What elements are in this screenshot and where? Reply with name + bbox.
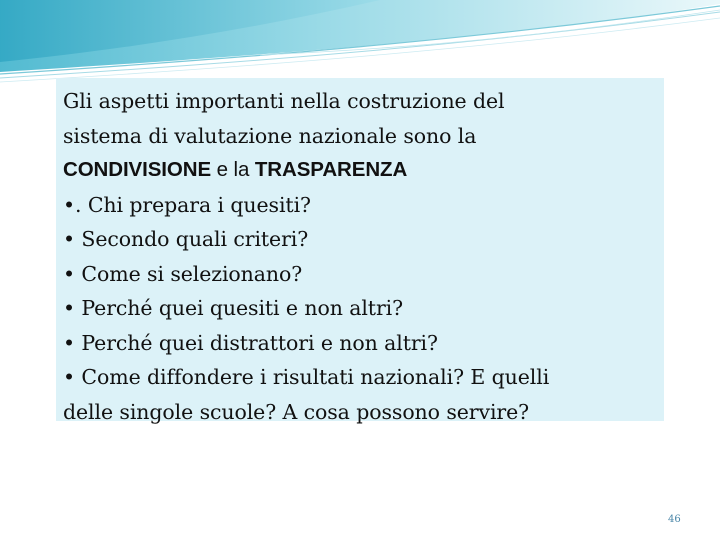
bullet-item: • Come si selezionano? bbox=[63, 261, 303, 286]
intro-line: Gli aspetti importanti nella costruzione del bbox=[63, 89, 505, 113]
bullet-item: • Perché quei quesiti e non altri? bbox=[63, 296, 403, 320]
bullet-item: • Secondo quali criteri? bbox=[63, 227, 309, 251]
intro-line: sistema di valutazione nazionale sono la bbox=[63, 123, 477, 148]
highlight-connector: e la bbox=[211, 158, 255, 181]
highlight-condivisione: CONDIVISIONE bbox=[63, 158, 212, 181]
decorative-header-banner bbox=[0, 0, 720, 90]
bullet-item: • Come diffondere i risultati nazionali? E quelli bbox=[63, 365, 550, 389]
bullet-item-continuation: delle singole scuole? A cosa possono servire? bbox=[63, 399, 530, 424]
content-box bbox=[56, 78, 664, 424]
bullet-item: • Perché quei distrattori e non altri? bbox=[63, 330, 438, 355]
bullet-item: •. Chi prepara i quesiti? bbox=[63, 192, 311, 217]
highlight-line bbox=[63, 153, 658, 188]
page-number: 46 bbox=[668, 514, 681, 525]
highlight-trasparenza: TRASPARENZA bbox=[254, 158, 408, 181]
